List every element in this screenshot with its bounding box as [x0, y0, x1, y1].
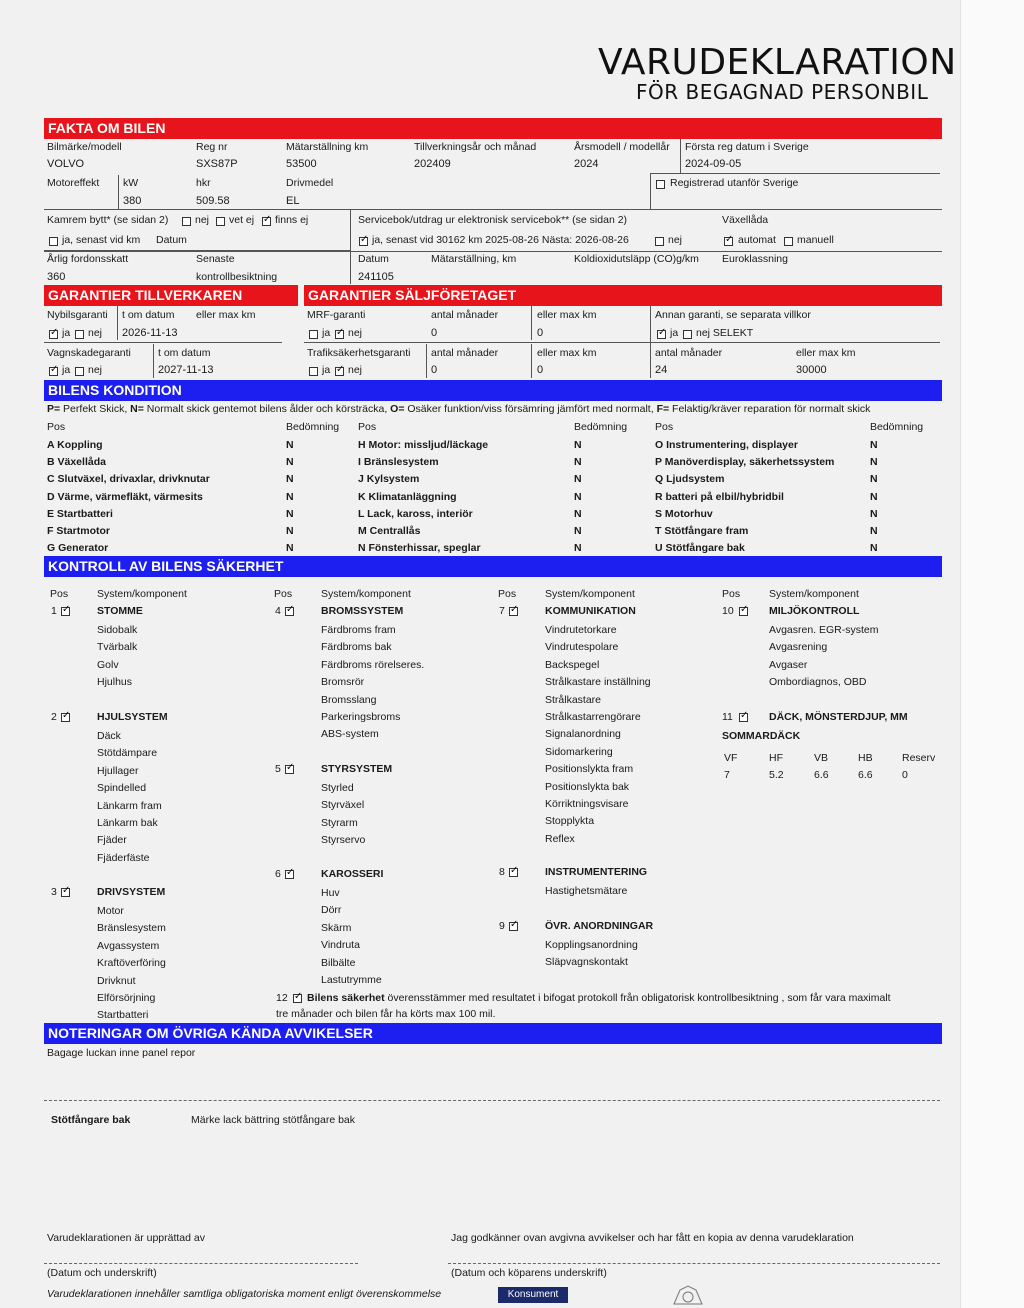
component-item: Strålkastarrengörare	[545, 711, 641, 723]
kondition-item-grade: N	[574, 490, 582, 503]
kondition-item-label: B Växellåda	[47, 456, 106, 469]
kamrem-vetej-checkbox[interactable]	[216, 217, 225, 226]
kondition-item-grade: N	[870, 525, 878, 537]
page-title: VARUDEKLARATION	[598, 42, 957, 83]
kondition-item-label: D Värme, värmefläkt, värmesits	[47, 490, 203, 503]
value-datum2: 241105	[358, 271, 394, 283]
component-item: Vindrutespolare	[545, 641, 619, 654]
label-mrf: MRF-garanti	[307, 309, 366, 321]
label-trafik-ja: ja	[322, 364, 331, 376]
component-item: Fjäderfäste	[97, 851, 150, 864]
kondition-col1-bed-header: Bedömning	[286, 421, 340, 433]
component-item: Stötdämpare	[97, 747, 158, 760]
kondition-item-label: L Lack, kaross, interiör	[358, 507, 473, 520]
tyre-header: VB	[814, 752, 829, 764]
group-number: 1	[51, 605, 57, 617]
kondition-item-label: M Centrallås	[358, 525, 421, 537]
kondition-col2-bed-header: Bedömning	[574, 421, 628, 433]
label-trafik: Trafiksäkerhetsgaranti	[307, 347, 411, 359]
kondition-col3-bed-header: Bedömning	[870, 421, 924, 433]
label-nybil-ja: ja	[62, 327, 71, 339]
group-number: 10	[722, 605, 734, 617]
label-reg-abroad: Registrerad utanför Sverige	[670, 177, 799, 189]
label-nybil-tom: t om datum	[122, 309, 175, 321]
value-kw: 380	[123, 195, 142, 207]
mrf-nej-checkbox[interactable]	[335, 330, 344, 339]
service-nej-checkbox[interactable]	[655, 237, 664, 246]
kontroll-pos-header: Pos	[50, 588, 69, 600]
tyre-value: 5.2	[769, 769, 784, 781]
label-brand: Bilmärke/modell	[47, 141, 122, 153]
label-gear-manual: manuell	[797, 234, 834, 246]
page-subtitle: FÖR BEGAGNAD PERSONBIL	[636, 80, 929, 104]
kamrem-nej-checkbox[interactable]	[182, 217, 191, 226]
group-title: STOMME	[97, 605, 143, 617]
label-co2: Koldioxidutsläpp (CO)g/km	[574, 253, 699, 265]
label-nybil-nej: nej	[88, 327, 103, 339]
value-reg: SXS87P	[196, 158, 238, 170]
group-number: 6	[275, 868, 281, 880]
annan-nej-checkbox[interactable]	[683, 330, 692, 339]
component-item: Kraftöverföring	[97, 957, 166, 970]
g12-text2: tre månader och bilen får ha körts max 100 mil.	[276, 1008, 496, 1020]
label-mrf-antal: antal månader	[431, 309, 499, 321]
kondition-item-label: H Motor: missljud/läckage	[358, 439, 489, 451]
component-item: Körriktningsvisare	[545, 798, 629, 810]
trafik-ja-checkbox[interactable]	[309, 367, 318, 376]
group-checkbox[interactable]	[509, 922, 518, 931]
label-vagn-tom: t om datum	[158, 347, 211, 359]
group-number: 7	[499, 605, 505, 617]
kondition-item-label: T Stötfångare fram	[655, 525, 749, 537]
tyre-header: HF	[769, 752, 783, 764]
group-checkbox[interactable]	[61, 888, 70, 897]
group-number: 8	[499, 866, 505, 878]
tyre-value: 0	[902, 769, 908, 781]
kontroll-sys-header: System/komponent	[97, 588, 187, 600]
label-reg: Reg nr	[196, 141, 228, 153]
kondition-item-label: I Bränslesystem	[358, 456, 439, 469]
group-number: 11	[722, 711, 733, 723]
component-item: Bromsslang	[321, 693, 377, 706]
component-item: Hastighetsmätare	[545, 885, 628, 897]
tyre-value: 7	[724, 769, 730, 781]
value-fuel: EL	[286, 195, 300, 207]
g11-subtitle: SOMMARDÄCK	[722, 730, 801, 742]
component-item: Fjäder	[97, 834, 127, 847]
component-item: Hjullager	[97, 764, 139, 777]
component-item: Länkarm fram	[97, 799, 162, 812]
label-mrf-max: eller max km	[537, 309, 597, 321]
label-fuel: Drivmedel	[286, 177, 334, 189]
kondition-item-label: A Koppling	[47, 439, 103, 451]
value-trafik-m: 0	[431, 364, 438, 376]
label-annan-antal: antal månader	[655, 347, 723, 359]
kondition-col2-pos-header: Pos	[358, 421, 377, 433]
kontroll-sys-header: System/komponent	[769, 588, 859, 600]
kondition-item-grade: N	[286, 507, 294, 520]
group-title: INSTRUMENTERING	[545, 866, 648, 878]
value-mrf-km: 0	[537, 327, 544, 339]
label-model-year: Årsmodell / modellår	[574, 141, 670, 153]
section-kontroll-header: KONTROLL AV BILENS SÄKERHET	[44, 556, 942, 577]
label-datum2: Datum	[358, 253, 389, 265]
component-item: Styrled	[321, 782, 354, 794]
value-annan-m: 24	[655, 364, 668, 376]
noteringar-item-label: Stötfångare bak	[51, 1114, 131, 1126]
group-checkbox[interactable]	[61, 713, 70, 722]
footer-sign1: (Datum och underskrift)	[47, 1267, 157, 1279]
kondition-col3-pos-header: Pos	[655, 421, 674, 433]
kondition-item-label: F Startmotor	[47, 525, 110, 537]
label-kamrem-datum: Datum	[156, 234, 187, 246]
component-item: Vindrutetorkare	[545, 624, 617, 636]
value-trafik-km: 0	[537, 364, 544, 376]
kondition-item-grade: N	[286, 439, 294, 451]
group-checkbox[interactable]	[285, 765, 294, 774]
label-first-reg: Första reg datum i Sverige	[685, 141, 809, 153]
component-item: Länkarm bak	[97, 817, 158, 829]
value-brand: VOLVO	[47, 158, 85, 170]
component-item: Bilbälte	[321, 956, 356, 969]
service-ja-checkbox[interactable]	[359, 237, 368, 246]
label-nybil-max: eller max km	[196, 309, 256, 321]
label-mrf-ja: ja	[322, 327, 331, 339]
component-item: Styrarm	[321, 816, 358, 829]
component-item: Positionslykta bak	[545, 780, 630, 793]
section-fakta-header: FAKTA OM BILEN	[44, 118, 942, 139]
label-service-nej: nej	[668, 234, 683, 246]
label-odo2: Mätarställning, km	[431, 253, 517, 265]
group-checkbox[interactable]	[509, 607, 518, 616]
label-odo: Mätarställning km	[286, 141, 369, 153]
kondition-item-grade: N	[574, 439, 582, 451]
group-checkbox[interactable]	[509, 868, 518, 877]
gear-manual-checkbox[interactable]	[784, 237, 793, 246]
tyre-header: VF	[724, 752, 738, 764]
kontroll-pos-header: Pos	[274, 588, 293, 600]
kondition-item-grade: N	[870, 490, 878, 503]
kondition-item-label: S Motorhuv	[655, 507, 713, 520]
value-service: ja, senast vid 30162 km 2025-08-26 Nästa: 2026-08-26	[372, 234, 629, 246]
component-item: Färdbroms fram	[321, 624, 396, 636]
vagn-ja-checkbox[interactable]	[49, 367, 58, 376]
label-euro: Euroklassning	[722, 253, 788, 265]
kondition-item-label: O Instrumentering, displayer	[655, 439, 798, 451]
kondition-legend: P= Perfekt Skick, N= Normalt skick gentemot bilens ålder och körsträcka, O= Osäker funktion/viss försämring jämfört med normalt, F= Felaktig/kräver reparation för normalt skick	[47, 403, 871, 415]
kondition-item-grade: N	[286, 542, 294, 555]
value-made: 202409	[414, 158, 451, 170]
group-checkbox[interactable]	[739, 607, 748, 616]
group-title: KOMMUNIKATION	[545, 605, 636, 617]
label-kamrem: Kamrem bytt* (se sidan 2)	[47, 214, 169, 226]
label-vagn-ja: ja	[62, 364, 71, 376]
group-title: BROMSSYSTEM	[321, 605, 404, 617]
value-nybil-date: 2026-11-13	[122, 327, 178, 339]
component-item: Drivknut	[97, 974, 136, 987]
component-item: Positionslykta fram	[545, 763, 634, 776]
label-gear-auto: automat	[738, 234, 776, 246]
kondition-item-grade: N	[286, 490, 294, 503]
component-item: Stopplykta	[545, 815, 595, 828]
component-item: Styrväxel	[321, 799, 365, 812]
label-kamrem-ja: ja, senast vid km	[62, 234, 141, 246]
section-noteringar-header: NOTERINGAR OM ÖVRIGA KÄNDA AVVIKELSER	[44, 1023, 942, 1044]
group-title: DRIVSYSTEM	[97, 886, 166, 898]
component-item: Tvärbalk	[97, 641, 138, 654]
label-power: Motoreffekt	[47, 177, 100, 189]
group-checkbox[interactable]	[61, 607, 70, 616]
vagn-nej-checkbox[interactable]	[75, 367, 84, 376]
component-item: Avgassystem	[97, 939, 160, 952]
component-item: Färdbroms rörelseres.	[321, 658, 425, 671]
component-item: Styrservo	[321, 834, 366, 847]
label-annan-max: eller max km	[796, 347, 856, 359]
kondition-item-grade: N	[870, 456, 878, 469]
label-kamrem-nej: nej	[195, 214, 210, 226]
nybil-ja-checkbox[interactable]	[49, 330, 58, 339]
label-made: Tillverkningsår och månad	[414, 141, 537, 153]
component-item: Vindruta	[321, 939, 360, 952]
footer-sign2: (Datum och köparens underskrift)	[451, 1267, 607, 1279]
label-vagn: Vagnskadegaranti	[47, 347, 131, 359]
kondition-item-grade: N	[574, 473, 582, 486]
group-number: 9	[499, 920, 505, 932]
kamrem-ja-checkbox[interactable]	[49, 237, 58, 246]
label-kontrollbes: kontrollbesiktning	[196, 271, 278, 283]
label-kw: kW	[123, 177, 139, 189]
kontroll-pos-header: Pos	[498, 588, 517, 600]
component-item: Skärm	[321, 921, 352, 934]
kontroll-pos-header: Pos	[722, 588, 741, 600]
component-item: Bromsrör	[321, 676, 365, 689]
label-kamrem-vetej: vet ej	[229, 214, 255, 226]
value-annan-km: 30000	[796, 364, 827, 376]
kondition-item-grade: N	[286, 456, 294, 469]
value-first-reg: 2024-09-05	[685, 158, 742, 170]
kondition-item-label: Q Ljudsystem	[655, 473, 725, 486]
reg-abroad-checkbox[interactable]	[656, 180, 665, 189]
value-tax: 360	[47, 271, 66, 283]
component-item: Sidomarkering	[545, 745, 613, 758]
group-title: MILJÖKONTROLL	[769, 605, 860, 617]
kondition-item-grade: N	[574, 507, 582, 520]
footer-upprattad: Varudeklarationen är upprättad av	[47, 1232, 205, 1244]
group-number: 4	[275, 605, 281, 617]
label-annan: Annan garanti, se separata villkor	[655, 309, 811, 321]
viewer-right-margin	[960, 0, 1024, 1308]
label-trafik-antal: antal månader	[431, 347, 499, 359]
kondition-item-label: J Kylsystem	[358, 473, 420, 486]
group-title: KAROSSERI	[321, 868, 384, 880]
component-item: Hjulhus	[97, 676, 133, 689]
group-title: ÖVR. ANORDNINGAR	[545, 920, 654, 932]
kondition-item-label: U Stötfångare bak	[655, 542, 745, 555]
gear-auto-checkbox[interactable]	[724, 237, 733, 246]
g12-checkbox[interactable]	[293, 994, 302, 1003]
kondition-item-grade: N	[286, 525, 294, 537]
tyre-value: 6.6	[858, 769, 873, 781]
label-service: Servicebok/utdrag ur elektronisk servicebok** (se sidan 2)	[358, 214, 628, 226]
component-item: Däck	[97, 730, 121, 742]
component-item: Golv	[97, 658, 119, 671]
seal-icon	[670, 1284, 706, 1306]
label-vagn-nej: nej	[88, 364, 103, 376]
tyre-header: HB	[858, 752, 873, 764]
component-item: Elförsörjning	[97, 992, 156, 1004]
noteringar-item-text: Märke lack bättring stötfångare bak	[191, 1114, 356, 1126]
value-model-year: 2024	[574, 158, 599, 170]
group-number: 3	[51, 886, 57, 898]
component-item: Huv	[321, 887, 340, 899]
kondition-item-grade: N	[574, 456, 582, 469]
kondition-item-grade: N	[870, 439, 878, 451]
group-checkbox[interactable]	[285, 607, 294, 616]
value-mrf-m: 0	[431, 327, 438, 339]
label-nybil: Nybilsgaranti	[47, 309, 108, 321]
kondition-item-grade: N	[574, 525, 582, 537]
label-annan-ja: ja	[670, 327, 679, 339]
mrf-ja-checkbox[interactable]	[309, 330, 318, 339]
group-title: DÄCK, MÖNSTERDJUP, MM	[769, 711, 908, 723]
component-item: Parkeringsbroms	[321, 711, 401, 723]
component-item: Avgaser	[769, 658, 808, 671]
g12-text: Bilens säkerhet överensstämmer med resultatet i bifogat protokoll från obligatorisk kontrollbesiktning , som får vara maximalt	[307, 992, 891, 1004]
component-item: Ombordiagnos, OBD	[769, 676, 867, 689]
component-item: Bränslesystem	[97, 922, 166, 935]
footer-note: Varudeklarationen innehåller samtliga obligatoriska moment enligt överenskommelse	[47, 1288, 442, 1300]
kondition-item-grade: N	[870, 542, 878, 555]
value-vagn-date: 2027-11-13	[158, 364, 214, 376]
kondition-item-label: K Klimatanläggning	[358, 490, 457, 503]
footer-godkanner: Jag godkänner ovan avgivna avvikelser och har fått en kopia av denna varudeklaration	[451, 1232, 854, 1244]
component-item: Strålkastare	[545, 693, 602, 706]
section-kondition-header: BILENS KONDITION	[44, 380, 942, 401]
component-item: Backspegel	[545, 658, 600, 671]
component-item: Motor	[97, 905, 124, 917]
noteringar-text: Bagage luckan inne panel repor	[47, 1047, 196, 1059]
section-gar-salj-header: GARANTIER SÄLJFÖRETAGET	[304, 285, 942, 306]
component-item: Avgasrening	[769, 641, 828, 654]
kondition-item-label: E Startbatteri	[47, 507, 113, 520]
konsument-logo: Konsument	[498, 1287, 568, 1303]
group-checkbox[interactable]	[739, 713, 748, 722]
kondition-item-label: R batteri på elbil/hybridbil	[655, 490, 784, 503]
annan-ja-checkbox[interactable]	[657, 330, 666, 339]
section-gar-tillv-header: GARANTIER TILLVERKAREN	[44, 285, 298, 306]
label-kamrem-finnsej: finns ej	[275, 214, 309, 226]
value-hk: 509.58	[196, 195, 230, 207]
kondition-item-label: G Generator	[47, 542, 109, 555]
group-checkbox[interactable]	[285, 870, 294, 879]
kondition-item-label: P Manöverdisplay, säkerhetssystem	[655, 456, 835, 469]
nybil-nej-checkbox[interactable]	[75, 330, 84, 339]
component-item: ABS-system	[321, 728, 379, 741]
component-item: Sidobalk	[97, 624, 138, 636]
component-item: Släpvagnskontakt	[545, 956, 628, 969]
kondition-item-label: C Slutväxel, drivaxlar, drivknutar	[47, 473, 210, 486]
component-item: Avgasren. EGR-system	[769, 624, 879, 636]
group-number: 2	[51, 711, 57, 723]
component-item: Strålkastare inställning	[545, 676, 651, 689]
tyre-value: 6.6	[814, 769, 829, 781]
group-title: STYRSYSTEM	[321, 763, 393, 775]
group-title: HJULSYSTEM	[97, 711, 168, 723]
label-trafik-nej: nej	[348, 364, 363, 376]
component-item: Startbatteri	[97, 1009, 149, 1022]
group-number: 5	[275, 763, 281, 775]
kamrem-finnsej-checkbox[interactable]	[262, 217, 271, 226]
kontroll-sys-header: System/komponent	[545, 588, 635, 600]
kondition-item-grade: N	[870, 473, 878, 486]
label-senaste: Senaste	[196, 253, 235, 265]
kondition-item-grade: N	[574, 542, 582, 555]
component-item: Spindelled	[97, 782, 147, 795]
component-item: Kopplingsanordning	[545, 939, 638, 951]
kondition-col1-pos-header: Pos	[47, 421, 66, 433]
kondition-item-label: N Fönsterhissar, speglar	[358, 542, 481, 555]
tyre-header: Reserv	[902, 752, 936, 764]
component-item: Dörr	[321, 904, 342, 917]
trafik-nej-checkbox[interactable]	[335, 367, 344, 376]
component-item: Signalanordning	[545, 728, 621, 741]
kontroll-sys-header: System/komponent	[321, 588, 411, 600]
label-tax: Årlig fordonsskatt	[47, 253, 129, 265]
value-odo: 53500	[286, 158, 317, 170]
label-hk: hkr	[196, 177, 211, 189]
component-item: Färdbroms bak	[321, 641, 392, 654]
g12-number: 12	[276, 992, 288, 1004]
kondition-item-grade: N	[286, 473, 294, 486]
label-mrf-nej: nej	[348, 327, 363, 339]
label-gear: Växellåda	[722, 214, 769, 226]
component-item: Reflex	[545, 832, 575, 845]
kondition-item-grade: N	[870, 507, 878, 520]
value-annan-text: nej SELEKT	[696, 327, 754, 339]
label-trafik-max: eller max km	[537, 347, 597, 359]
component-item: Lastutrymme	[321, 974, 382, 986]
